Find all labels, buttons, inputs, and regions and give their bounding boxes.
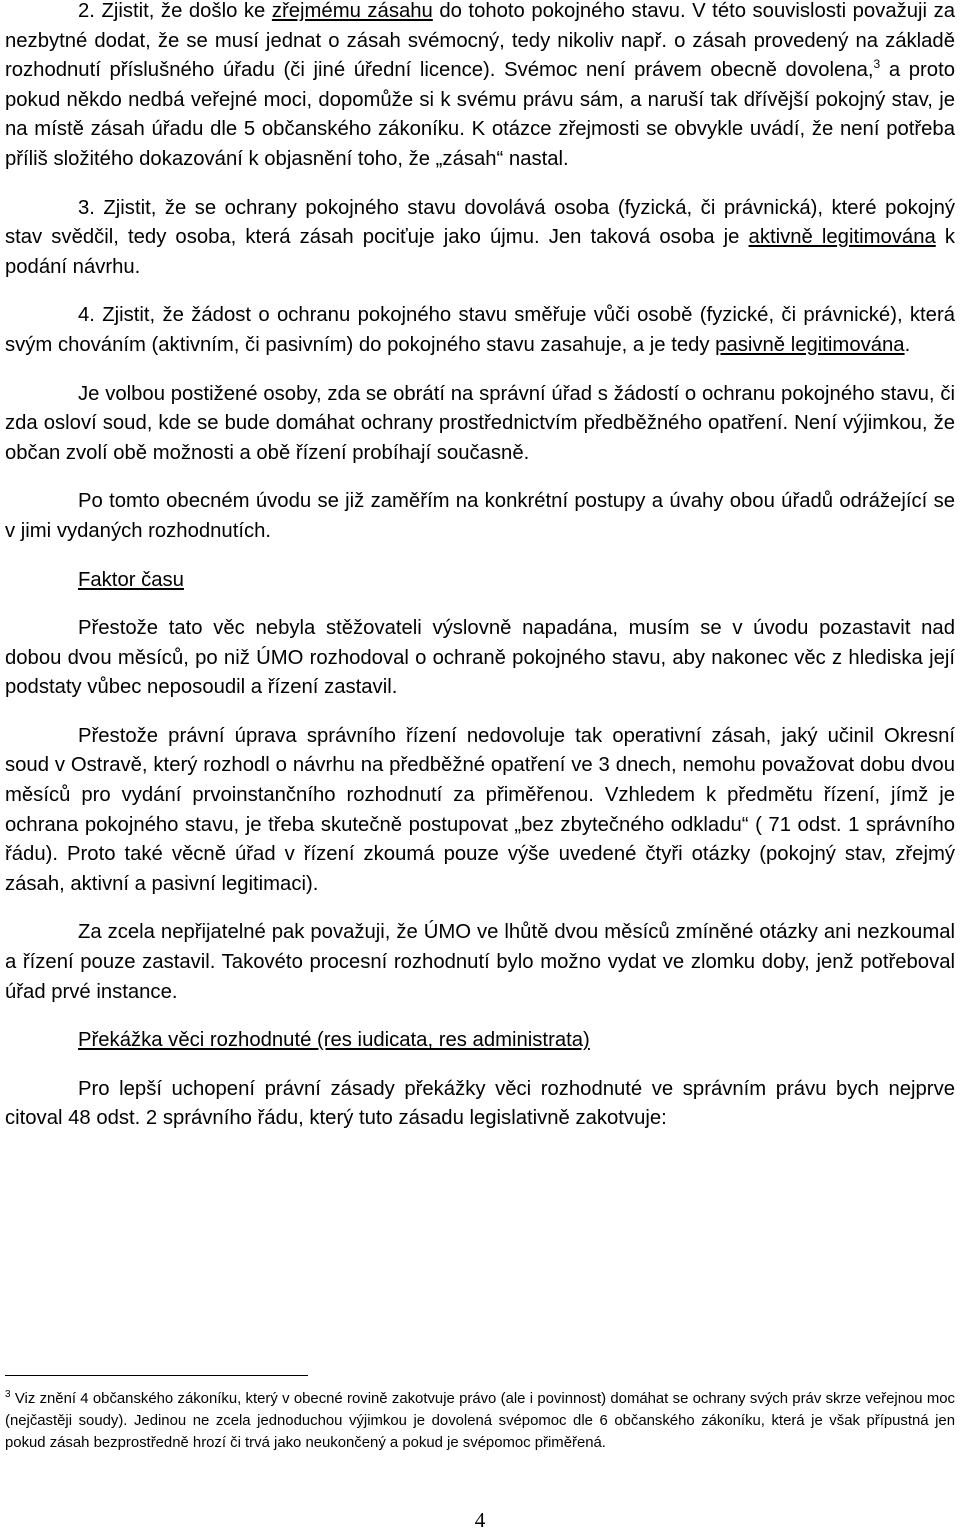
paragraph-item-2 — [5, 0, 955, 175]
item3-text-end: k podání návrhu. — [5, 226, 955, 278]
paragraph-cas-3: Za zcela nepřijatelné pak považuji, že ÚMO ve lhůtě dvou měsíců zmíněné otázky ani nezkoumal a řízení pouze zastavil. Takovéto procesní rozhodnutí bylo možno vydat ve zlomku doby, jenž potřeboval úřad prvé instance. — [5, 921, 955, 1003]
item2-text-start: 2. Zjistit, že došlo ke — [78, 0, 272, 22]
section-heading-prekazka: Překážka věci rozhodnuté (res iudicata, res administrata) — [78, 1029, 590, 1052]
item4-text-start: 4. Zjistit, že žádost o ochranu pokojného stavu směřuje vůči osobě (fyzické, či právnické), která svým chováním (aktivním, či pasivním) do pokojného stavu zasahuje, a je tedy — [5, 304, 955, 356]
item2-text-middle: do tohoto pokojného stavu. V této souvislosti považuji za nezbytné dodat, že se musí jednat o zásah svémocný, tedy nikoliv např. o zásah provedený na základě rozhodnutí příslušného úřadu (či jiné úřední licence). Svémoc není právem obecně dovolena, — [5, 0, 955, 82]
underlined-term-aktivne-legitimovana: aktivně legitimována — [748, 226, 936, 249]
document-page — [5, 0, 955, 1134]
underlined-term-zrejmy-zasah: zřejmému zásahu — [271, 0, 433, 22]
item4-text-end: . — [904, 333, 911, 356]
item3-text-start: 3. Zjistit, že se ochrany pokojného stavu dovolává osoba (fyzická, či právnická), které pokojný stav svědčil, tedy osoba, která zásah pociťuje jako újmu. Jen taková osoba je — [5, 196, 955, 249]
page-number: 4 — [474, 1508, 486, 1532]
footnote-reference[interactable]: 3 — [873, 57, 881, 72]
paragraph-volba: Je volbou postižené osoby, zda se obrátí na správní úřad s žádostí o ochranu pokojného stavu, či zda osloví soud, kde se bude domáhat ochrany prostřednictvím předběžného opatření. Není výjimkou, že občan zvolí obě možnosti a obě řízení probíhají současně. — [5, 382, 955, 464]
footnote-text: Viz znění 4 občanského zákoníku, který v obecné rovině zakotvuje právo (ale i povinnost) domáhat se ochrany svých práv skrze veřejnou moc (nejčastěji soudy). Jedinou ne zcela jednoduchou výjimkou je dovolená svépomoc dle 6 občanského zákoníku, která je však přípustná jen pokud zásah bezprostředně hrozí či trvá jako neukončený a pokud je svépomoc přiměřená. — [5, 1391, 955, 1451]
paragraph-uvod: Po tomto obecném úvodu se již zaměřím na konkrétní postupy a úvahy obou úřadů odrážející se v jimi vydaných rozhodnutích. — [5, 490, 955, 542]
footnote-divider — [5, 1375, 308, 1376]
paragraph-item-3 — [5, 194, 955, 283]
paragraph-cas-1: Přestože tato věc nebyla stěžovateli výslovně napadána, musím se v úvodu pozastavit nad dobou dvou měsíců, po niž ÚMO rozhodoval o ochraně pokojného stavu, aby nakonec věc z hlediska její podstaty vůbec neposoudil a řízení zastavil. — [5, 617, 955, 699]
underlined-term-pasivne-legitimovana: pasivně legitimována — [715, 333, 905, 356]
paragraph-cas-2: Přestože právní úprava správního řízení nedovoluje tak operativní zásah, jaký učinil Okresní soud v Ostravě, který rozhodl o návrhu na předběžné opatření ve 3 dnech, nemohu považovat dobu dvou měsíců pro vydání prvoinstančního rozhodnutí za přiměřenou. Vzhledem k předmětu řízení, jímž je ochrana pokojného stavu, je třeba skutečně postupovat „bez zbytečného odkladu“ ( 71 odst. 1 správního řádu). Proto také věcně úřad v řízení zkoumá pouze výše uvedené čtyři otázky (pokojný stav, zřejmý zásah, aktivní a pasivní legitimaci). — [5, 724, 955, 895]
footnote — [5, 1388, 955, 1454]
item2-text-end: a proto pokud někdo nedbá veřejné moci, dopomůže si k svému právu sám, a naruší tak dřívější pokojný stav, je na místě zásah úřadu dle 5 občanského zákoníku. K otázce zřejmosti se obvykle uvádí, že není potřeba příliš složitého dokazování k objasnění toho, že „zásah“ nastal. — [5, 59, 955, 170]
paragraph-item-4 — [5, 301, 955, 360]
paragraph-res: Pro lepší uchopení právní zásady překážky věci rozhodnuté ve správním právu bych nejprve citoval 48 odst. 2 správního řádu, který tuto zásadu legislativně zakotvuje: — [5, 1077, 955, 1130]
footnote-number: 3 — [5, 1389, 11, 1401]
section-heading-faktor-casu: Faktor času — [78, 568, 184, 591]
